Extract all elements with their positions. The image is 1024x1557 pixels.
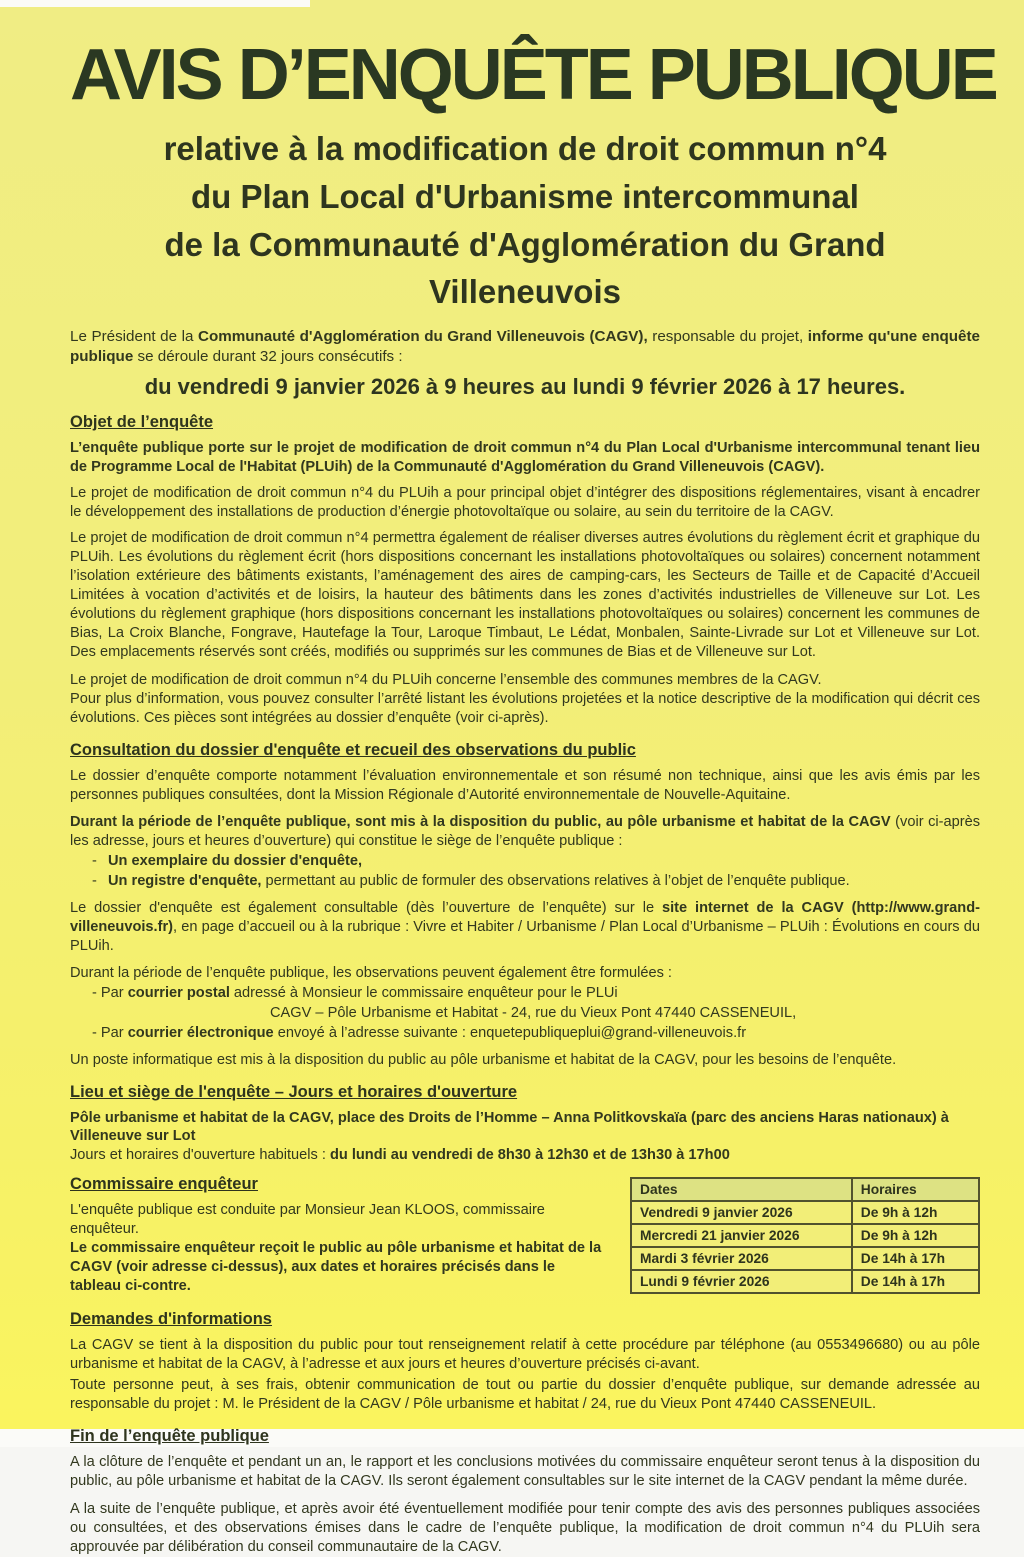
demandes-paragraph-2: Toute personne peut, à ses frais, obtenir communication de tout ou partie du dossier d’enquête publique, sur demande adressée au responsable du projet : M. le Président de la CAGV / Pôle urbanisme et habitat / 24, rue du Vieux Pont 47440 CASSENEUIL. [70,1377,980,1413]
email-line: - Par courrier électronique envoyé à l’adresse suivante : enquetepubliqueplui@grand-villeneuvois.fr [92,1024,747,1041]
section-heading-lieu: Lieu et siège de l'enquête – Jours et horaires d'ouverture [70,1082,518,1101]
intro-paragraph: Le Président de la Communauté d'Agglomération du Grand Villeneuvois (CAGV), responsable du projet, informe qu'une enquête publique se déroule durant 32 jours consécutifs : [70,328,980,366]
schedule-date: Mardi 3 février 2026 [631,1247,852,1270]
section-heading-objet: Objet de l’enquête [70,413,214,432]
commissaire-paragraph: L'enquête publique est conduite par Monsieur Jean KLOOS, commissaire enquêteur. Le commissaire enquêteur reçoit le public au pôle urbanisme et habitat de la CAGV (voir adresse ci-dessus), aux dates et horaires précisés dans le tableau ci-contre. [70,1202,602,1295]
schedule-header-row [631,1178,979,1201]
schedule-column [630,1175,980,1294]
consultation-paragraph-3: Le dossier d'enquête est également consultable (dès l’ouverture de l’enquête) sur le site internet de la CAGV (http://www.grand-villeneuvois.fr), en page d’accueil ou à la rubrique : Vivre et Habiter / Urbanisme / Plan Local d’Urbanisme – PLUih : Évolutions en cours du PLUih. [70,899,980,954]
schedule-date: Vendredi 9 janvier 2026 [631,1201,852,1224]
objet-paragraph-1: L’enquête publique porte sur le projet de modification de droit commun n°4 du Plan Local d'Urbanisme intercommunal tenant lieu de Programme Local de l'Habitat (PLUih) de la Communauté d'Agglomération du Grand Villeneuvois (CAGV). [70,440,980,476]
schedule-row [631,1270,979,1293]
schedule-date: Lundi 9 février 2026 [631,1270,852,1293]
dossier-bullet-1 [70,852,980,871]
commissaire-and-schedule-row [70,1175,980,1329]
bullet-dash: - [92,852,97,869]
dossier-bullet-1-text: Un exemplaire du dossier d'enquête, [108,852,363,869]
enquiry-period-date-line: du vendredi 9 janvier 2026 à 9 heures au lundi 9 février 2026 à 17 heures. [144,374,906,400]
schedule-hours: De 9h à 12h [852,1224,979,1247]
observations-intro: Durant la période de l’enquête publique, les observations peuvent également être formulées : [70,964,672,981]
section-heading-consultation: Consultation du dossier d'enquête et recueil des observations du public [70,740,636,759]
schedule-row [631,1201,979,1224]
objet-paragraph-3: Le projet de modification de droit commun n°4 permettra également de réaliser diverses autres évolutions du règlement écrit et graphique du PLUih. Les évolutions du règlement écrit (hors dispositions concernant les installations photovoltaïques ou solaires) concernent notamment l’isolation extérieure des bâtiments existants, l’aménagement des aires de camping-cars, les Secteurs de Taille et de Capacité d’Accueil Limitées à vocation d’activités et de loisirs, la hauteur des bâtiments dans les zones d’activités industrielles de Villeneuve sur Lot. Les évolutions du règlement graphique (hors dispositions concernant les installations photovoltaïques ou solaires) concernent les communes de Bias, La Croix Blanche, Fongrave, Hautefage la Tour, Laroque Timbaut, Le Lédat, Monbalen, Sainte-Livrade sur Lot et Villeneuve sur Lot. Des emplacements réservés sont créés, modifiés ou supprimés sur les communes de Bias et de Villeneuve sur Lot. [70,530,980,661]
scan-edge-artifact [0,0,310,7]
section-heading-commissaire: Commissaire enquêteur [70,1175,258,1194]
objet-paragraph-2: Le projet de modification de droit commun n°4 du PLUih a pour principal objet d’intégrer des dispositions réglementaires, visant à encadrer le développement des installations de production d’énergie photovoltaïque ou solaire, au sein du territoire de la CAGV. [70,485,980,521]
objet-paragraph-4: Le projet de modification de droit commun n°4 du PLUih concerne l’ensemble des communes membres de la CAGV. Pour plus d’information, vous pouvez consulter l’arrêté listant les évolutions projetées et la notice descriptive de la modification qui décrit ces évolutions. Ces pièces sont intégrées au dossier d’enquête (voir ci-après). [70,672,980,726]
subtitle-line-3: de la Communauté d'Agglomération du Grand Villeneuvois [164,225,886,311]
schedule-hours: De 14h à 17h [852,1247,979,1270]
consultation-paragraph-2: Durant la période de l’enquête publique, sont mis à la disposition du public, au pôle urbanisme et habitat de la CAGV (voir ci-après les adresse, jours et heures d’ouverture) qui constitue le siège de l’enquête publique : [70,813,981,849]
commissaire-column [70,1175,604,1329]
lieu-paragraph: Pôle urbanisme et habitat de la CAGV, place des Droits de l’Homme – Anna Politkovskaïa (parc des anciens Haras nationaux) à Villeneuve sur Lot Jours et horaires d'ouverture habituels : du lundi au vendredi de 8h30 à 12h30 et de 13h30 à 17h00 [70,1109,949,1164]
schedule-header-dates: Dates [631,1178,852,1201]
postal-address-line: CAGV – Pôle Urbanisme et Habitat - 24, rue du Vieux Pont 47440 CASSENEUIL, [270,1004,797,1021]
schedule-header-horaires: Horaires [852,1178,979,1201]
section-heading-fin: Fin de l’enquête publique [70,1427,269,1446]
bullet-dash: - [92,872,97,889]
postal-mail-line: - Par courrier postal adressé à Monsieur le commissaire enquêteur pour le PLUi [92,984,618,1001]
subtitle-line-1: relative à la modification de droit commun n°4 [163,129,887,167]
schedule-hours: De 9h à 12h [852,1201,979,1224]
subtitle-line-2: du Plan Local d'Urbanisme intercommunal [191,177,859,215]
demandes-paragraph-1: La CAGV se tient à la disposition du public pour tout renseignement relatif à cette procédure par téléphone (au 0553496680) ou au pôle urbanisme et habitat de la CAGV, à l’adresse et aux jours et heures d’ouverture précisés ci-avant. [70,1337,980,1373]
schedule-hours: De 14h à 17h [852,1270,979,1293]
fin-paragraph-1: A la clôture de l’enquête et pendant un an, le rapport et les conclusions motivées du commissaire enquêteur seront tenus à la disposition du public, au pôle urbanisme et habitat de la CAGV. Ils seront également consultables sur le site internet de la CAGV pendant la même durée. [70,1454,980,1490]
consultation-paragraph-1: Le dossier d’enquête comporte notamment l’évaluation environnementale et son résumé non technique, ainsi que les avis émis par les personnes publiques consultées, dont la Mission Régionale d’Autorité environnementale de Nouvelle-Aquitaine. [70,767,980,803]
schedule-row [631,1247,979,1270]
section-heading-demandes: Demandes d'informations [70,1310,272,1329]
schedule-table [630,1177,980,1294]
fin-paragraph-2: A la suite de l’enquête publique, et après avoir été éventuellement modifiée pour tenir compte des avis des personnes publiques associées ou consultées, et des observations émises dans le cadre de l’enquête publique, la modification de droit commun n°4 du PLUih sera approuvée par délibération du conseil communautaire de la CAGV. [70,1501,980,1555]
schedule-date: Mercredi 21 janvier 2026 [631,1224,852,1247]
subtitle [70,125,980,316]
main-title: AVIS D’ENQUÊTE PUBLIQUE [70,35,996,115]
dossier-bullet-2-text: Un registre d'enquête, permettant au public de formuler des observations relatives à l’objet de l’enquête publique. [108,872,850,889]
consultation-paragraph-5: Un poste informatique est mis à la disposition du public au pôle urbanisme et habitat de la CAGV, pour les besoins de l’enquête. [70,1051,897,1068]
schedule-row [631,1224,979,1247]
dossier-bullet-2 [70,872,980,891]
